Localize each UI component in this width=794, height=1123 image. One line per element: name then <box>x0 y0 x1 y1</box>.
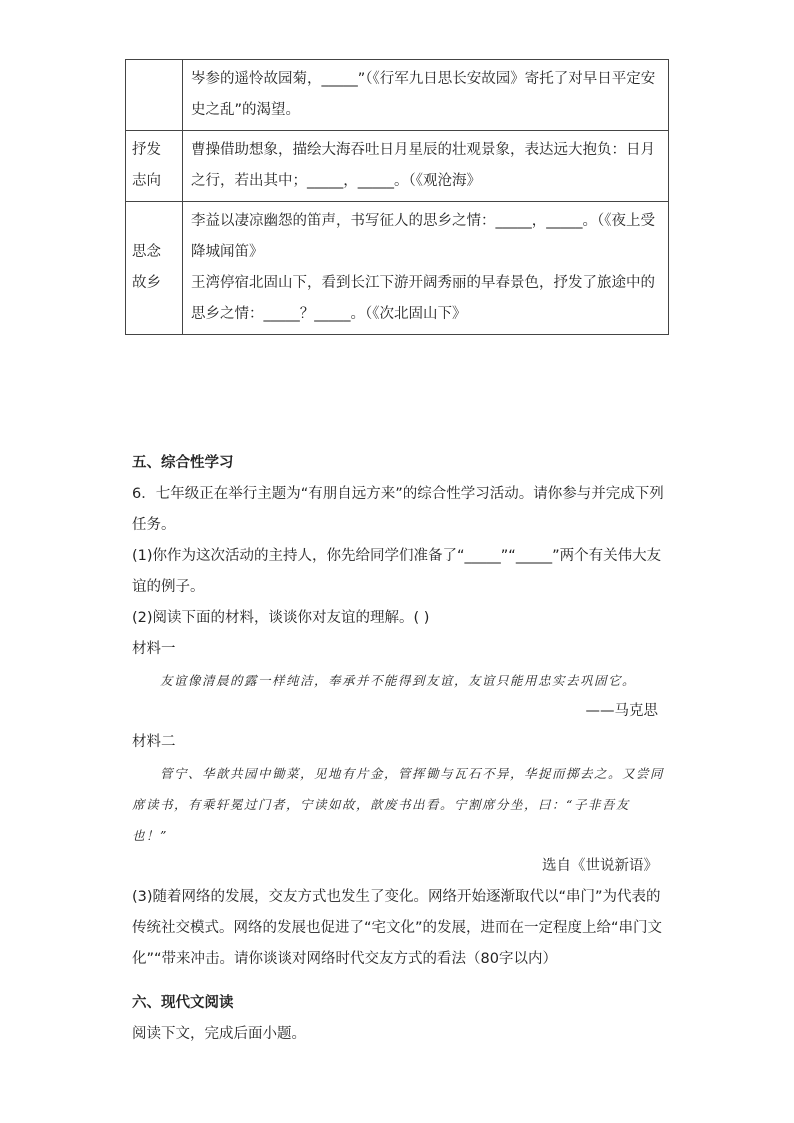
question-6-part-3: (3)随着网络的发展，交友方式也发生了变化。网络开始逐渐取代以“串门”为代表的传统社交模式。网络的发展也促进了“宅文化”的发展，进而在一定程度上给“串门文化”“带来冲击。请你谈谈对网络时代交友方式的看法（80字以内） <box>132 889 663 967</box>
table-row <box>126 60 669 131</box>
category-cell <box>126 60 183 131</box>
poem-line: 曹操借助想象，描绘大海吞吐日月星辰的壮观景象，表达远大抱负：日月之行，若出其中；_____，_____。（《观沧海》 <box>191 142 655 189</box>
material-1-source: ——马克思 <box>585 703 658 719</box>
material-1-text: 友谊像清晨的露一样纯洁，奉承并不能得到友谊，友谊只能用忠实去巩固它。 <box>160 673 637 688</box>
content-cell <box>183 60 669 131</box>
material-2-label: 材料二 <box>132 734 176 750</box>
question-6-part-1: (1)你作为这次活动的主持人，你先给同学们准备了“_____”“_____”两个有关伟大友谊的例子。 <box>132 548 662 595</box>
material-2-source: 选自《世说新语》 <box>542 858 658 874</box>
category-cell: 抒发志向 <box>126 131 183 202</box>
section-modern-reading <box>132 988 664 1050</box>
reading-intro: 阅读下文，完成后面小题。 <box>132 1026 306 1042</box>
poem-line: 王湾停宿北固山下，看到长江下游开阔秀丽的早春景色，抒发了旅途中的思乡之情：_____？_____。（《次北固山下》 <box>191 275 655 322</box>
question-6: 6．七年级正在举行主题为“有朋自远方来”的综合性学习活动。请你参与并完成下列任务。 <box>132 486 664 533</box>
poem-table <box>125 59 669 335</box>
table-row <box>126 202 669 335</box>
category-cell: 思念故乡 <box>126 202 183 335</box>
poem-line: 岑参的遥怜故园菊，_____”（《行军九日思长安故园》寄托了对早日平定安史之乱”的渴望。 <box>191 71 656 118</box>
content-cell <box>183 202 669 335</box>
content-cell <box>183 131 669 202</box>
section-comprehensive-study <box>132 448 664 975</box>
question-6-part-2: (2)阅读下面的材料，谈谈你对友谊的理解。( ) <box>132 610 430 626</box>
table-row <box>126 131 669 202</box>
section-heading: 五、综合性学习 <box>132 455 234 471</box>
material-1-label: 材料一 <box>132 641 176 657</box>
material-2-text: 管宁、华歆共园中锄菜，见地有片金，管挥锄与瓦石不异，华捉而掷去之。又尝同席读书，有乘轩冕过门者，宁读如故，歆废书出看。宁割席分坐，曰：“子非吾友也！” <box>132 766 665 843</box>
poem-line: 李益以凄凉幽怨的笛声，书写征人的思乡之情：_____，_____。（《夜上受降城闻笛》 <box>191 213 655 260</box>
section-heading: 六、现代文阅读 <box>132 995 234 1011</box>
